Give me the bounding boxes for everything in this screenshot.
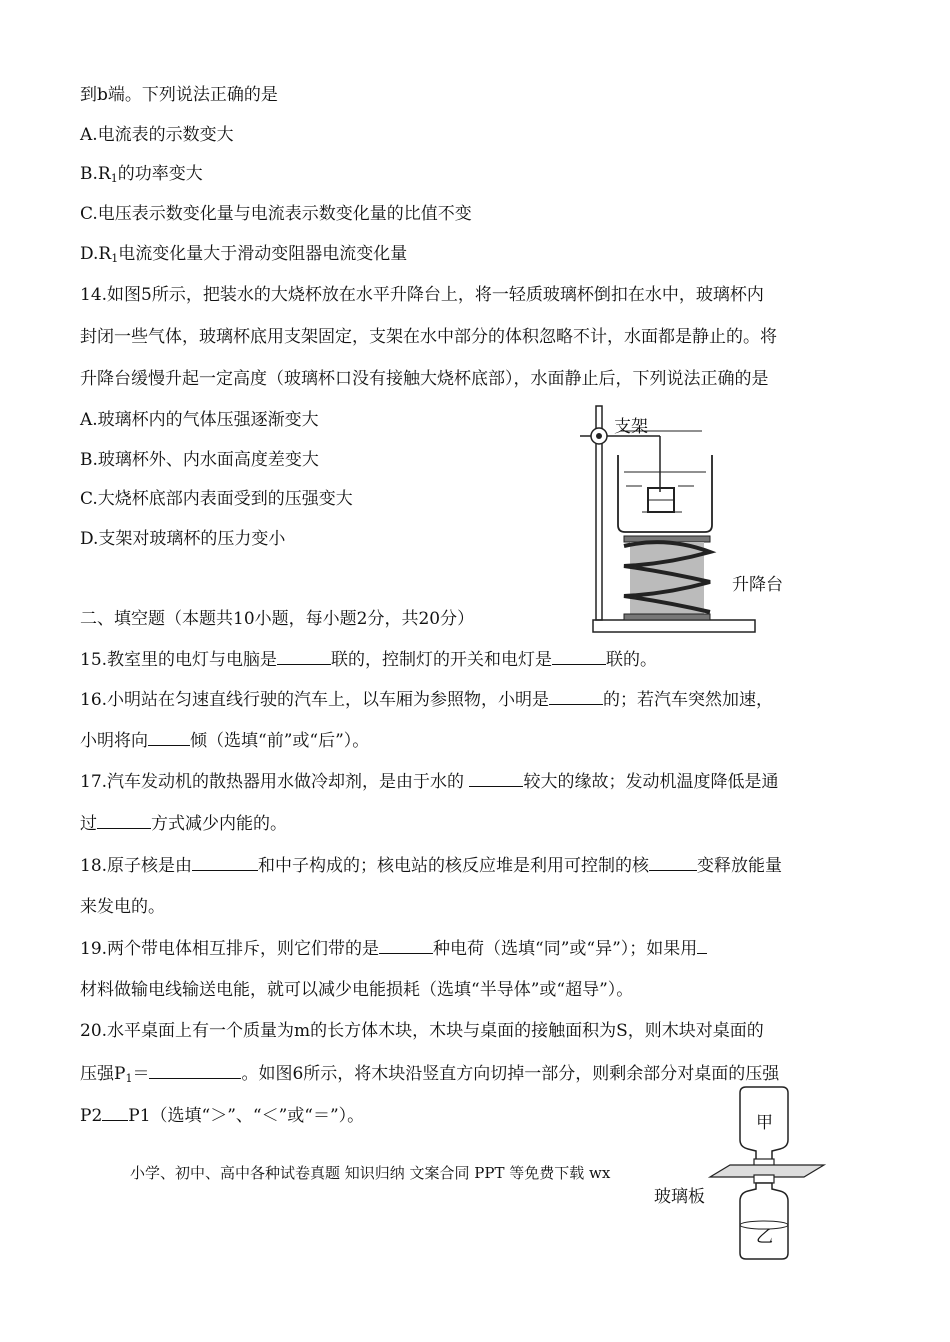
q19-line2: 材料做输电线输送电能，就可以减少电能损耗（选填“半导体”或“超导”）。	[80, 980, 634, 1000]
q14-option-d: D.支架对玻璃杯的压力变小	[80, 529, 286, 549]
q14-stem-line3: 升降台缓慢升起一定高度（玻璃杯口没有接触大烧杯底部），水面静止后，下列说法正确的是	[80, 369, 769, 389]
figure-6-glass-label: 玻璃板	[654, 1187, 705, 1207]
q14-stem-line2: 封闭一些气体，玻璃杯底用支架固定，支架在水中部分的体积忽略不计，水面都是静止的。将	[80, 327, 777, 347]
q18-line1: 18.原子核是由 和中子构成的；核电站的核反应堆是利用可控制的核 变释放能量	[80, 856, 783, 876]
figure-6-bottom-label: 乙	[756, 1227, 773, 1247]
q15-blank-2[interactable]	[552, 648, 606, 665]
q15: 15.教室里的电灯与电脑是 联的，控制灯的开关和电灯是 联的。	[80, 650, 658, 670]
q20-blank-2[interactable]	[102, 1104, 128, 1121]
footer-watermark-text: 小学、初中、高中各种试卷真题 知识归纳 文案合同 PPT 等免费下载 wx	[130, 1164, 611, 1182]
q20-line2: 压强$P_1=$ 。如图6所示，将木块沿竖直方向切掉一部分，则剩余部分对桌面的压强	[80, 1064, 780, 1085]
figure-5-support-label: 支架	[614, 417, 648, 437]
q16-line2: 小明将向 倾（选填“前”或“后”）。	[80, 731, 370, 751]
q16-blank-2[interactable]	[148, 729, 190, 746]
figure-5-apparatus	[580, 400, 780, 640]
section-2-heading: 二、填空题（本题共10小题，每小题2分，共20分）	[80, 609, 475, 629]
q13-option-d: $D.R_1$电流变化量大于滑动变阻器电流变化量	[80, 244, 408, 265]
q19-blank-1[interactable]	[379, 937, 433, 954]
q16-blank-1[interactable]	[549, 688, 603, 705]
q18-blank-2[interactable]	[649, 854, 697, 871]
q14-option-a: A.玻璃杯内的气体压强逐渐变大	[80, 410, 319, 430]
q20-blank-1[interactable]	[149, 1062, 241, 1079]
q15-blank-1[interactable]	[277, 648, 331, 665]
figure-5-lift-label: 升降台	[732, 575, 783, 595]
q13-option-b: $B.R_1$的功率变大	[80, 164, 203, 185]
q16-line1: 16.小明站在匀速直线行驶的汽车上，以车厢为参照物，小明是 的；若汽车突然加速，	[80, 690, 774, 710]
q18-blank-1[interactable]	[192, 854, 258, 871]
q17-blank-2[interactable]	[97, 812, 151, 829]
q20-line1: 20.水平桌面上有一个质量为m的长方体木块，木块与桌面的接触面积为S，则木块对桌面的	[80, 1021, 764, 1041]
q17-line2: 过 方式减少内能的。	[80, 814, 287, 834]
q13-option-a: A.电流表的示数变大	[80, 125, 234, 145]
q17-line1: 17.汽车发动机的散热器用水做冷却剂，是由于水的 较大的缘故；发动机温度降低是通	[80, 772, 779, 792]
q14-option-b: B.玻璃杯外、内水面高度差变大	[80, 450, 319, 470]
q13-option-c: C.电压表示数变化量与电流表示数变化量的比值不变	[80, 204, 472, 224]
q19-line1: 19.两个带电体相互排斥，则它们带的是 种电荷（选填“同”或“异”）；如果用	[80, 937, 707, 960]
figure-6-top-label: 甲	[756, 1113, 773, 1133]
q17-blank-1[interactable]	[469, 770, 523, 787]
q14-option-c: C.大烧杯底部内表面受到的压强变大	[80, 489, 353, 509]
q18-line2: 来发电的。	[80, 897, 165, 917]
q13-continuation: 到b端。下列说法正确的是	[80, 85, 278, 105]
q14-stem-line1: 14.如图5所示，把装水的大烧杯放在水平升降台上，将一轻质玻璃杯倒扣在水中，玻璃杯内	[80, 285, 764, 305]
q19-blank-2[interactable]	[697, 937, 707, 954]
q20-line3: P2 P1（选填“＞”、“＜”或“＝”）。	[80, 1106, 365, 1126]
